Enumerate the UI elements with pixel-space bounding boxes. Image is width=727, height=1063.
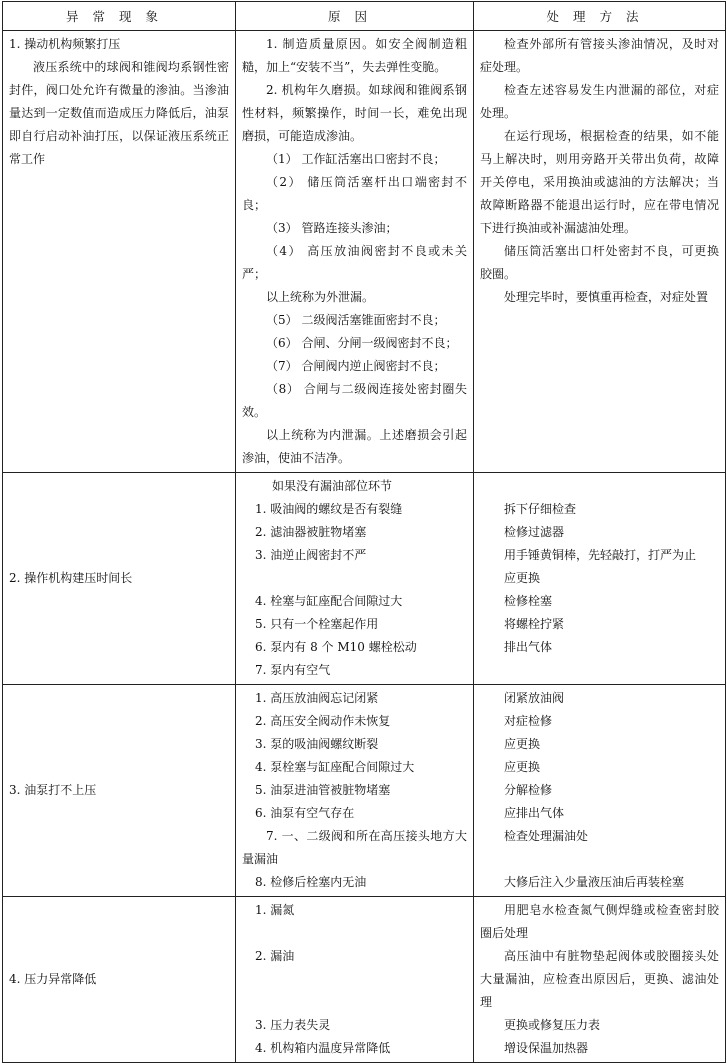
cause-item: （5） 二级阀活塞锥面密封不良； [266,313,446,327]
symptom-body: 液压系统中的球阀和锥阀均系钢性密封件，阀口处允许有微量的渗油。当渗油量达到一定数值而造成压力降低后，油泵即自行启动补油打压，以保证液压系统正常工作 [9,60,229,166]
method-item: 检修过滤器 [504,525,565,539]
table-row [3,685,726,897]
symptom-cell [3,897,236,1063]
cause-cell [236,473,474,685]
method-cell [474,897,726,1063]
cause-item: 3. 油逆止阀密封不严 [255,548,367,562]
cause-item: 1. 漏氮 [255,903,295,917]
method-item: 拆下仔细检查 [504,502,577,516]
method-item: 更换或修复压力表 [504,1018,601,1032]
method-item: 检修栓塞 [504,594,553,608]
cause-item: 6. 油泵有空气存在 [255,806,355,820]
method-item: 增设保温加热器 [504,1041,589,1055]
method-item: 在运行现场，根据检查的结果，如不能马上解决时，则用旁路开关带出负荷，故障开关停电，采用换油或滤油的方法解决；当故障断路器不能退出运行时，应在带电情况下进行换油或补漏滤油处理。 [480,129,719,235]
cause-cell [236,897,474,1063]
method-item: 闭紧放油阀 [504,691,565,705]
symptom-title: 3. 油泵打不上压 [9,783,97,797]
symptom-title: 4. 压力异常降低 [9,972,97,986]
cause-item: 以上统称为外泄漏。 [266,290,375,304]
symptom-title: 1. 操动机构频繁打压 [9,37,121,51]
cause-item: （8） 合闸与二级阀连接处密封圈失效。 [242,382,467,419]
method-item: 应更换 [504,760,541,774]
method-item: 排出气体 [504,640,553,654]
method-cell [474,31,726,473]
symptom-cell [3,685,236,897]
cause-item: 5. 只有一个栓塞起作用 [255,617,379,631]
cause-item: 1. 吸油阀的螺纹是否有裂缝 [255,502,403,516]
cause-item: 7. 一、二级阀和所在高压接头地方大量漏油 [242,829,467,866]
cause-item: 4. 机构箱内温度异常降低 [255,1041,391,1055]
cause-item: 2. 滤油器被脏物堵塞 [255,525,367,539]
header-row [3,2,726,31]
cause-item: 4. 泵栓塞与缸座配合间隙过大 [255,760,415,774]
cause-item: （7） 合闸阀内逆止阀密封不良； [266,359,446,373]
cause-item: 4. 栓塞与缸座配合间隙过大 [255,594,403,608]
fault-table [2,1,726,1063]
method-item: 用肥皂水检查氮气侧焊缝或检查密封胶圈后处理 [480,903,719,940]
symptom-cell [3,473,236,685]
symptom-title: 2. 操作机构建压时间长 [9,571,133,585]
cause-item: （1） 工作缸活塞出口密封不良； [266,152,446,166]
cause-item: 6. 泵内有 8 个 M10 螺栓松动 [255,640,417,654]
header-symptom: 异常现象 [3,2,236,31]
method-item: 用手锤黄铜棒，先轻敲打，打严为止 [504,548,697,562]
method-item: 应更换 [504,737,541,751]
cause-item: 5. 油泵进油管被脏物堵塞 [255,783,391,797]
cause-item: 1. 制造质量原因。如安全阀制造粗糙，加上“安装不当”，失去弹性变脆。 [242,37,467,74]
cause-item: 7. 泵内有空气 [255,663,331,677]
cause-item: 2. 机构年久磨损。如球阀和锥阀系钢性材料，频繁操作，时间一长，难免出现磨损，可能造成渗油。 [242,83,467,143]
cause-item: 3. 泵的吸油阀螺纹断裂 [255,737,379,751]
method-item: 检查左述容易发生内泄漏的部位，对症处理。 [480,83,719,120]
cause-item: 8. 检修后栓塞内无油 [255,875,367,889]
symptom-cell [3,31,236,473]
table-row [3,473,726,685]
header-method: 处理方法 [474,2,726,31]
cause-item: 3. 压力表失灵 [255,1018,331,1032]
method-cell [474,685,726,897]
method-item: 将螺栓拧紧 [504,617,565,631]
cause-intro: 如果没有漏油部位环节 [272,479,393,493]
cause-item: 以上统称为内泄漏。上述磨损会引起渗油，使油不洁净。 [242,428,467,465]
method-item: 检查处理漏油处 [504,829,589,843]
method-item: 对症检修 [504,714,553,728]
header-cause: 原因 [236,2,474,31]
method-item: 应排出气体 [504,806,565,820]
cause-item: （2） 储压筒活塞杆出口端密封不良； [242,175,467,212]
cause-item: （6） 合闸、分闸一级阀密封不良； [266,336,458,350]
cause-cell [236,31,474,473]
cause-item: （4） 高压放油阀密封不良或未关严； [242,244,467,281]
cause-cell [236,685,474,897]
method-item: 储压筒活塞出口杆处密封不良，可更换胶圈。 [480,244,719,281]
method-item: 应更换 [504,571,541,585]
method-item: 分解检修 [504,783,553,797]
method-item: 大修后注入少量液压油后再装栓塞 [504,875,685,889]
cause-item: 1. 高压放油阀忘记闭紧 [255,691,379,705]
table-row [3,897,726,1063]
cause-item: 2. 漏油 [255,949,295,963]
table-row [3,31,726,473]
cause-item: （3） 管路连接头渗油； [266,221,398,235]
cause-item: 2. 高压安全阀动作未恢复 [255,714,391,728]
method-item: 高压油中有脏物垫起阀体或胶圈接头处大量漏油，应检查出原因后，更换、滤油处理 [480,949,719,1009]
method-item: 处理完毕时，要慎重再检查，对症处置 [504,290,709,304]
method-item: 检查外部所有管接头渗油情况，及时对症处理。 [480,37,719,74]
method-cell [474,473,726,685]
